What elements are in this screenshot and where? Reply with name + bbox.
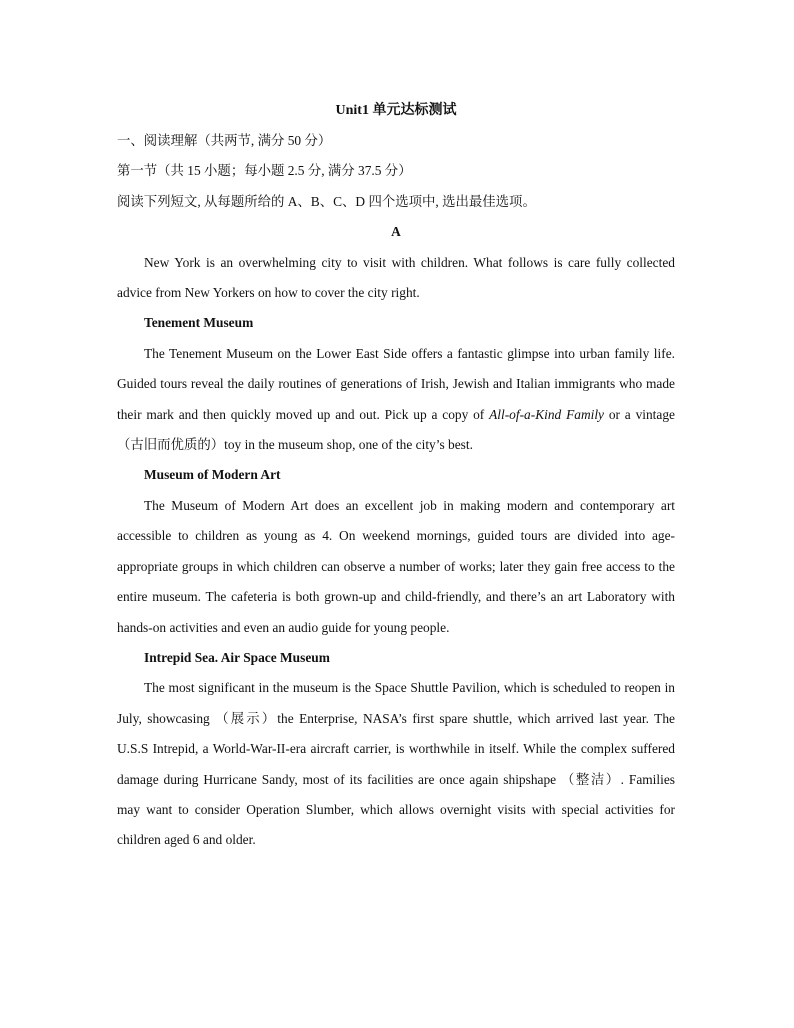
section-title-intrepid: Intrepid Sea. Air Space Museum [144,649,330,665]
section-title-tenement: Tenement Museum [144,315,254,331]
tenement-text-start: The Tenement Museum on the Lower East Side offers a fantastic glimpse into urban family life. Guided tours reveal the daily routines of generations of Irish, Jewish and Italian immigrants who made their mark and then quickly moved up and out. Pick up a copy of [117,345,675,422]
tenement-text-end: or a vintage （古旧而优质的）toy in the museum shop, one of the city’s best. [117,406,675,453]
section-title-moma: Museum of Modern Art [144,467,281,483]
section-part-heading: 第一节（共 15 小题；每小题 2.5 分, 满分 37.5 分） [117,163,412,179]
section-text-moma: The Museum of Modern Art does an excellent job in making modern and contemporary art accessible to children as young as 4. On weekend mornings, guided tours are divided into age-appropriate groups in which children can observe a number of works; later they gain free access to the entire museum. The cafeteria is both grown-up and child-friendly, and there’s an art Laboratory with hands-on activities and even an audio guide for young people. [117,497,675,635]
document-page [117,96,675,856]
passage-label: A [391,224,401,240]
instructions: 阅读下列短文, 从每题所给的 A、B、C、D 四个选项中, 选出最佳选项。 [117,193,536,209]
page-title: Unit1 单元达标测试 [335,103,457,118]
book-title: All-of-a-Kind Family [489,406,604,422]
passage-intro: New York is an overwhelming city to visit with children. What follows is care fully collected advice from New Yorkers on how to cover the city right. [117,254,675,301]
section-heading: 一、阅读理解（共两节, 满分 50 分） [117,133,332,148]
section-text-intrepid: The most significant in the museum is the Space Shuttle Pavilion, which is scheduled to reopen in July, showcasing （展示）the Enterprise, NASA’s first spare shuttle, which arrived last year. The U.S.S Intrepid, a World-War-II-era aircraft carrier, is worthwhile in itself. While the complex suffered damage during Hurricane Sandy, most of its facilities are once again shipshape （整洁）. Families may want to consider Operation Slumber, which allows overnight visits with special activities for children aged 6 and older. [117,680,675,848]
section-text-tenement [117,339,675,461]
